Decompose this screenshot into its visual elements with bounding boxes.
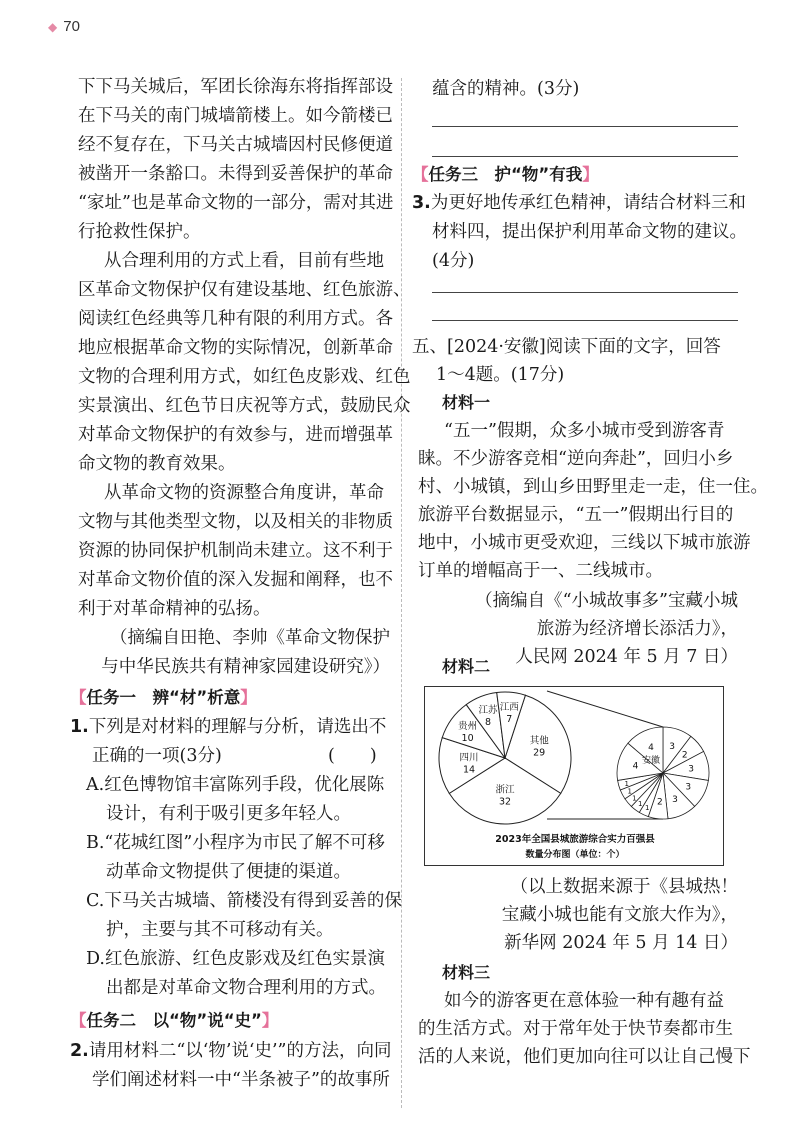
text-line: 对革命文物保护的有效参与，进而增强革 [78, 425, 393, 445]
text-line: 区革命文物保护仅有建设基地、红色旅游、 [78, 280, 411, 300]
sub-slice-value: 3 [672, 794, 678, 805]
pie-chart-figure [424, 686, 724, 866]
sub-slice-value: 1 [632, 794, 637, 803]
sub-slice-value: 2 [681, 750, 688, 761]
text-line: “五一”假期，众多小城市受到游客青 [444, 421, 725, 441]
text-line: 命文物的教育效果。 [78, 454, 236, 474]
text-line: 从合理利用的方式上看，目前有些地 [104, 251, 384, 271]
column-divider [401, 78, 402, 1108]
text-line: 护，主要与其不可移动有关。 [106, 920, 334, 940]
source-line: （摘编自田艳、李帅《革命文物保护 [110, 628, 390, 648]
text-line: 文物的合理利用方式，如红色皮影戏、红色 [78, 367, 411, 387]
text-line: 设计，有利于吸引更多年轻人。 [106, 804, 351, 824]
text-line: 学们阐述材料一中“半条被子”的故事所 [92, 1070, 390, 1090]
text-line: 如今的游客更在意体验一种有趣有益 [444, 991, 724, 1011]
source-line: 旅游为经济增长添活力》， [536, 619, 738, 639]
slice-label: 浙江 [495, 784, 515, 796]
option-b: B.“花城红图”小程序为市民了解不可移 [86, 833, 385, 853]
material-1-title: 材料一 [442, 393, 491, 412]
text-line: 下下马关城后，军团长徐海东将指挥部设 [78, 77, 393, 97]
text-line: 蕴含的精神。(3分) [432, 79, 580, 99]
text-line: 被凿开一条豁口。未得到妥善保护的革命 [78, 164, 393, 184]
text-line: 地应根据革命文物的实际情况，创新革命 [78, 338, 393, 358]
task-heading: 【任务一 辨“材”析意】 [70, 688, 257, 707]
text-line: 在下马关的南门城墙箭楼上。如今箭楼已 [78, 106, 393, 126]
slice-value: 14 [462, 764, 476, 776]
text-line: “家址”也是革命文物的一部分，需对其进 [78, 193, 394, 213]
slice-value: 7 [506, 714, 513, 725]
section-heading: 五、[2024·安徽]阅读下面的文字，回答 [412, 337, 721, 357]
sub-slice-value: 1 [637, 800, 643, 808]
text-line: 睐。不少游客竞相“逆向奔赴”，回归小乡 [418, 449, 734, 469]
text-line: 地中，小城市更受欢迎，三线以下城市旅游 [418, 533, 751, 553]
chart-title: 2023年全国县城旅游综合实力百强县 [495, 834, 655, 845]
text-line: 材料四，提出保护利用革命文物的建议。 [432, 222, 747, 242]
text-line: 利于对革命精神的弘扬。 [78, 599, 271, 619]
source-line: （摘编自《“小城故事多”宝藏小城 [475, 591, 738, 611]
source-line: 人民网 2024 年 5 月 7 日） [515, 647, 738, 667]
slice-value: 8 [484, 717, 492, 728]
answer-paren: ( ) [328, 746, 377, 766]
task-heading: 【任务二 以“物”说“史”】 [70, 1011, 279, 1030]
task-heading: 【任务三 护“物”有我】 [412, 165, 599, 184]
option-d: D.红色旅游、红色皮影戏及红色实景演 [86, 949, 385, 969]
slice-label: 贵州 [458, 720, 478, 732]
text-line: 1～4题。(17分) [436, 365, 565, 385]
material-3-title: 材料三 [442, 963, 491, 982]
text-line: 村、小城镇，到山乡田野里走一走，住一住。 [418, 477, 768, 497]
text-line: 的生活方式。对于常年处于快节奏都市生 [418, 1019, 733, 1039]
sub-slice-value: 1 [627, 787, 632, 796]
option-a: A.红色博物馆丰富陈列手段，优化展陈 [86, 775, 385, 795]
answer-line [432, 156, 738, 157]
sub-slice-value: 2 [657, 797, 663, 808]
sub-slice-value: 4 [648, 743, 654, 754]
text-line: 出都是对革命文物合理利用的方式。 [106, 978, 386, 998]
answer-line [432, 320, 738, 321]
text-line: 从革命文物的资源整合角度讲，革命 [104, 483, 384, 503]
material-2-title: 材料二 [442, 657, 491, 676]
question-1: 1.下列是对材料的理解与分析，请选出不 [70, 717, 387, 737]
text-line: 文物与其他类型文物，以及相关的非物质 [78, 512, 393, 532]
text-line: 订单的增幅高于一、二线城市。 [418, 561, 663, 581]
text-line: 实景演出、红色节日庆祝等方式，鼓励民众 [78, 396, 411, 416]
slice-label: 四川 [459, 752, 479, 764]
sub-slice-value: 1 [644, 804, 650, 813]
source-line: （以上数据来源于《县城热！ [510, 877, 738, 897]
slice-label: 江西 [499, 702, 519, 713]
text-line: 经不复存在，下马关古城墙因村民修便道 [78, 135, 393, 155]
pie-chart [425, 687, 723, 865]
text-line: 资源的协同保护机制尚未建立。这不利于 [78, 541, 393, 561]
text-line: 正确的一项(3分) [92, 746, 222, 766]
text-line: 活的人来说，他们更加向往可以让自己慢下 [418, 1047, 751, 1067]
source-line: 宝藏小城也能有文旅大作为》， [501, 905, 738, 925]
text-line: 行抢救性保护。 [78, 222, 201, 242]
slice-value: 29 [533, 747, 546, 759]
page-number: ◆ 70 [48, 18, 80, 35]
sub-slice-label: 安徽 [641, 756, 661, 766]
slice-value: 32 [498, 796, 512, 808]
slice-label: 其他 [529, 735, 549, 747]
source-line: 与中华民族共有精神家园建设研究》） [101, 657, 390, 677]
question-2: 2.请用材料二“以‘物’说‘史’”的方法，向同 [70, 1041, 392, 1061]
chart-subtitle: 数量分布图（单位：个） [525, 850, 625, 860]
text-line: (4分) [432, 251, 475, 271]
sub-slice-value: 1 [624, 780, 629, 789]
source-line: 新华网 2024 年 5 月 14 日） [504, 933, 738, 953]
sub-slice-value: 4 [632, 761, 639, 772]
text-line: 对革命文物价值的深入发掘和阐释，也不 [78, 570, 393, 590]
bullet-icon: ◆ [48, 20, 58, 34]
text-line: 动革命文物提供了便捷的渠道。 [106, 862, 351, 882]
connector-line [547, 691, 663, 727]
slice-label: 江苏 [478, 705, 498, 716]
option-c: C.下马关古城墙、箭楼没有得到妥善的保 [86, 891, 402, 911]
sub-slice-value: 3 [669, 742, 675, 752]
slice-value: 10 [461, 732, 474, 744]
sub-slice-value: 3 [685, 782, 692, 793]
text-line: 阅读红色经典等几种有限的利用方式。各 [78, 309, 393, 329]
text-line: 旅游平台数据显示，“五一”假期出行目的 [418, 505, 734, 525]
question-3: 3.为更好地传承红色精神，请结合材料三和 [412, 193, 746, 213]
sub-slice-value: 3 [688, 764, 694, 775]
answer-line [432, 292, 738, 293]
answer-line [432, 126, 738, 127]
